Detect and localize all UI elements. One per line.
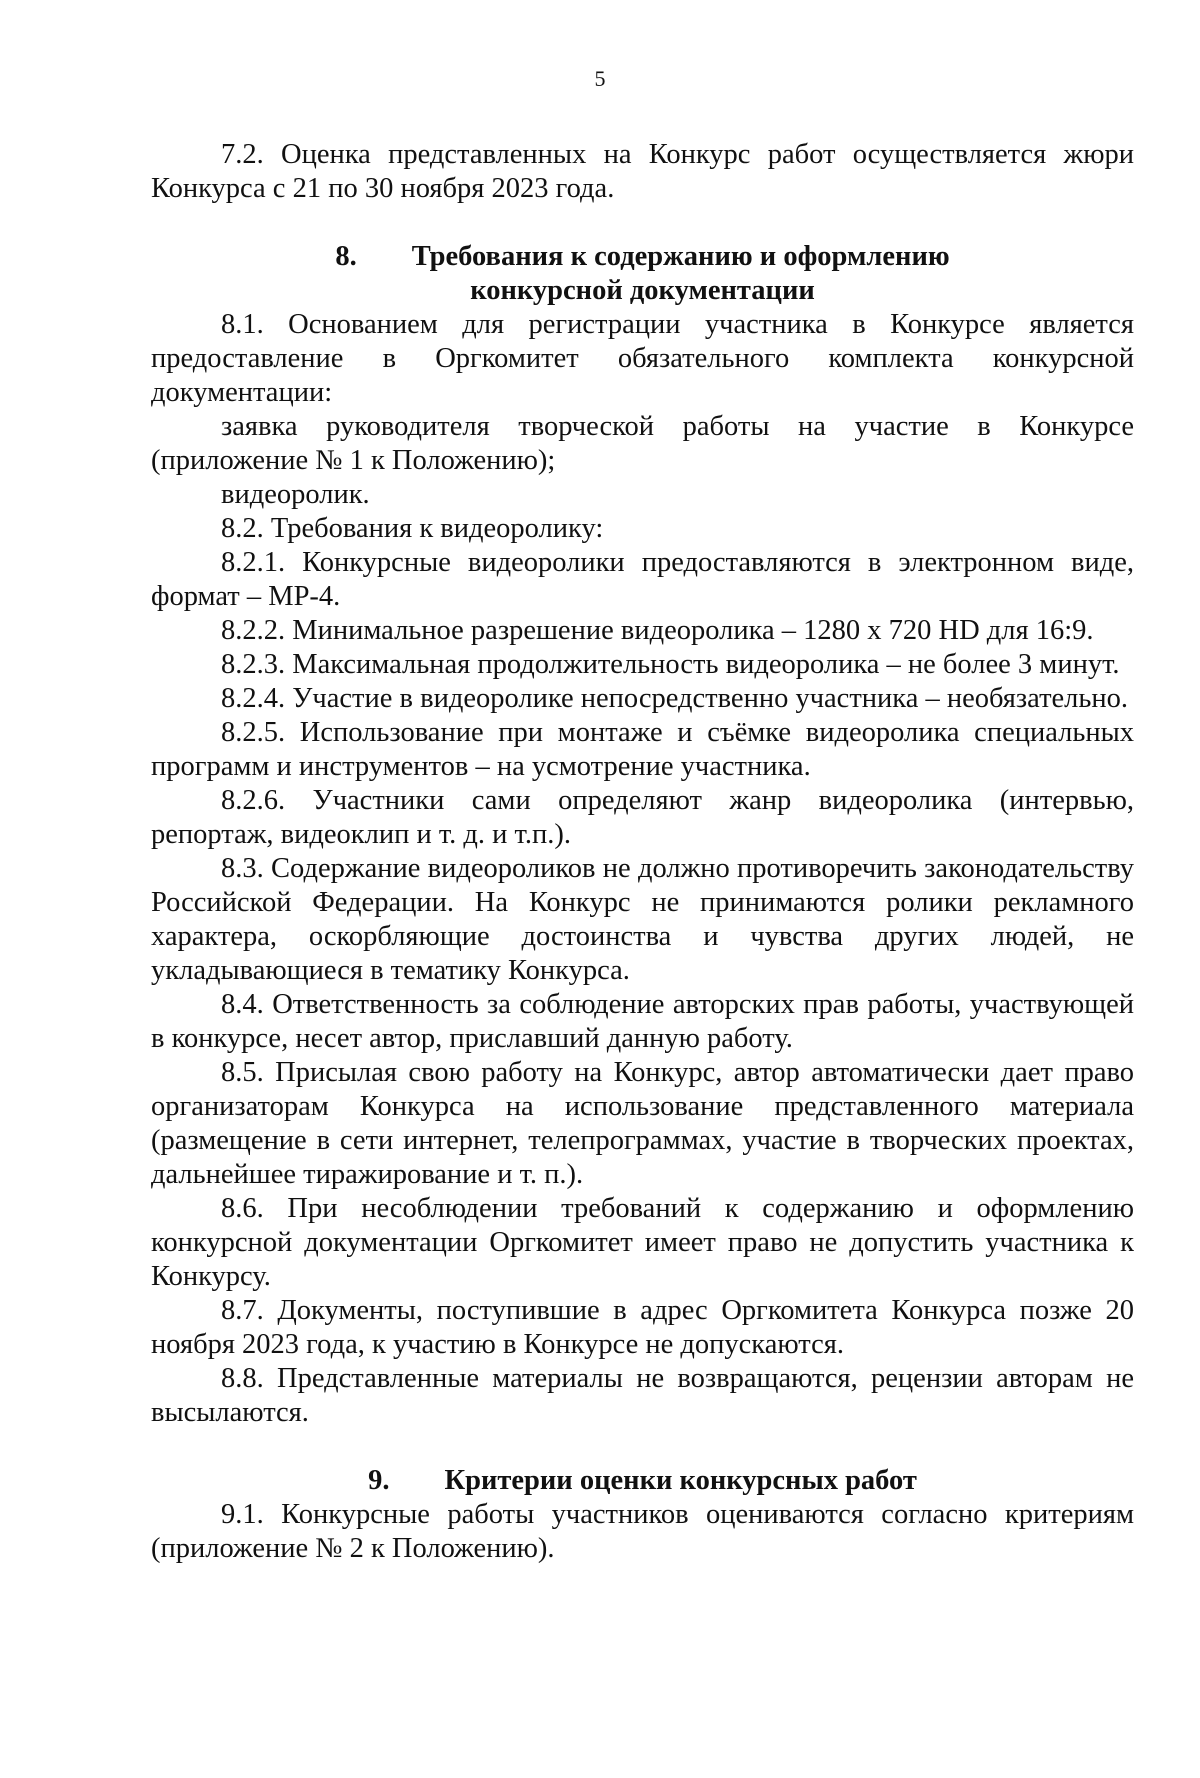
paragraph-8-4: 8.4. Ответственность за соблюдение авторских прав работы, участвующей в конкурсе, несет автор, приславший данную работу. <box>151 989 1134 1054</box>
paragraph-8-8: 8.8. Представленные материалы не возвращаются, рецензии авторам не высылаются. <box>151 1363 1134 1428</box>
section-9-number: 9. <box>368 1465 390 1496</box>
section-8-number: 8. <box>335 241 357 272</box>
paragraph-8-1: 8.1. Основанием для регистрации участника в Конкурсе является предоставление в Оргкомитет обязательного комплекта конкурсной документации: <box>151 309 1134 408</box>
paragraph-7-2: 7.2. Оценка представленных на Конкурс работ осуществляется жюри Конкурса с 21 по 30 ноября 2023 года. <box>151 139 1134 204</box>
paragraph-8-5: 8.5. Присылая свою работу на Конкурс, автор автоматически дает право организаторам Конкурса на использование представленного материала (размещение в сети интернет, телепрограммах, участие в творческих проектах, дальнейшее тиражирование и т. п.). <box>151 1057 1134 1190</box>
paragraph-8-2-4: 8.2.4. Участие в видеоролике непосредственно участника – необязательно. <box>221 683 1129 714</box>
section-8-title-line2: конкурсной документации <box>470 275 815 306</box>
paragraph-8-7: 8.7. Документы, поступившие в адрес Оргкомитета Конкурса позже 20 ноября 2023 года, к участию в Конкурсе не допускаются. <box>151 1295 1134 1360</box>
paragraph-8-2: 8.2. Требования к видеоролику: <box>221 513 604 544</box>
section-9-heading <box>151 1464 1134 1498</box>
paragraph-8-2-5: 8.2.5. Использование при монтаже и съёмке видеоролика специальных программ и инструментов – на усмотрение участника. <box>151 717 1134 782</box>
paragraph-9-1: 9.1. Конкурсные работы участников оцениваются согласно критериям (приложение № 2 к Положению). <box>151 1499 1134 1564</box>
paragraph-8-1-item-2: видеоролик. <box>221 479 370 510</box>
section-8-title-line1: Требования к содержанию и оформлению <box>411 241 950 272</box>
spacer <box>151 206 1134 240</box>
page-number: 5 <box>594 66 606 91</box>
paragraph-8-6: 8.6. При несоблюдении требований к содержанию и оформлению конкурсной документации Оргкомитет имеет право не допустить участника к Конкурсу. <box>151 1193 1134 1292</box>
paragraph-8-2-6: 8.2.6. Участники сами определяют жанр видеоролика (интервью, репортаж, видеоклип и т. д. и т.п.). <box>151 785 1134 850</box>
spacer <box>151 1430 1134 1464</box>
document-body <box>151 138 1134 1566</box>
paragraph-8-2-2: 8.2.2. Минимальное разрешение видеоролика – 1280 х 720 HD для 16:9. <box>221 615 1094 646</box>
paragraph-8-3: 8.3. Содержание видеороликов не должно противоречить законодательству Российской Федерации. На Конкурс не принимаются ролики рекламного характера, оскорбляющие достоинства и чувства других людей, не укладывающиеся в тематику Конкурса. <box>151 853 1134 986</box>
paragraph-8-1-item-1: заявка руководителя творческой работы на участие в Конкурсе (приложение № 1 к Положению); <box>151 411 1134 476</box>
paragraph-8-2-1: 8.2.1. Конкурсные видеоролики предоставляются в электронном виде, формат – МР-4. <box>151 547 1134 612</box>
section-8-heading <box>151 240 1134 274</box>
paragraph-8-2-3: 8.2.3. Максимальная продолжительность видеоролика – не более 3 минут. <box>221 649 1120 680</box>
section-9-title: Критерии оценки конкурсных работ <box>444 1465 917 1496</box>
